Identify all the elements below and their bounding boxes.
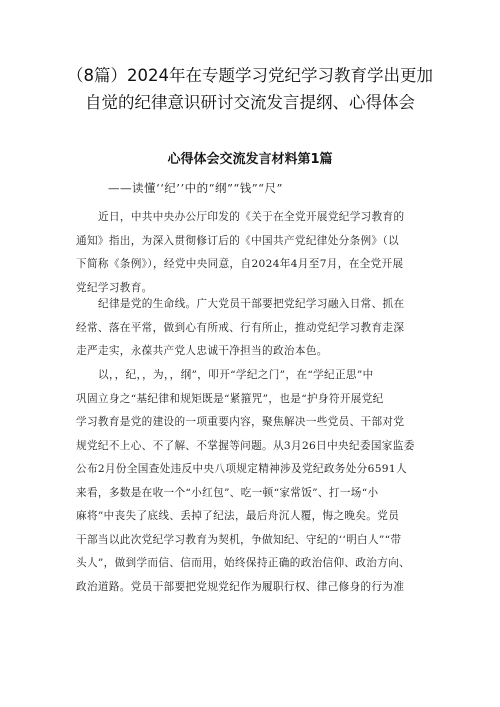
document-title-line-1: （8篇）2024年在专题学习党纪学习教育学出更加 bbox=[67, 66, 433, 85]
document-title-line-2: 自觉的纪律意识研讨交流发言提纲、心得体会 bbox=[85, 93, 415, 112]
paragraph-line: 纪律是党的生命线。广大党员干部要把党纪学习融入日常、抓在 bbox=[98, 298, 405, 310]
paragraph-3 bbox=[76, 364, 436, 599]
paragraph-line: 麻将”中丧失了底线、丢掉了纪法，最后舟沉人覆，悔之晚矣。党员 bbox=[76, 510, 400, 522]
paragraph-line: 公布2月份全国查处违反中央八项规定精神涉及党纪政务处分6591人 bbox=[76, 463, 407, 475]
paragraph-line: 学习教育是党的建设的一项重要内容，聚焦解决一些党员、干部对党 bbox=[76, 416, 405, 428]
paragraph-line: 经常、落在平常，做到心有所戒、行有所止，推动党纪学习教育走深 bbox=[76, 321, 405, 334]
paragraph-line: 政治道路。党员干部要把党规党纪作为履职行权、律己修身的行为准 bbox=[76, 580, 405, 593]
paragraph-line: 头人”，做到学而信、信而用，始终保持正确的政治信仰、政治方向、 bbox=[76, 557, 411, 569]
paragraph-1 bbox=[76, 206, 436, 300]
paragraph-line: 巩固立身之“基纪律和规矩既是“紧箍咒”，也是“护身符开展党纪 bbox=[76, 392, 384, 405]
paragraph-line: 来看，多数是在收一个“小红包”、吃一顿“家常饭”、打一场“小 bbox=[76, 486, 379, 499]
subtitle: ——读懂‘‘纪’’中的“纲”“钱”“尺” bbox=[108, 181, 283, 195]
paragraph-line: 下简称《条例》），经党中央同意，自2024年4月至7月，在全党开展 bbox=[76, 258, 404, 270]
paragraph-line: 规党纪不上心、不了解、不掌握等问题。从3月26日中央纪委国家监委 bbox=[76, 439, 415, 452]
paragraph-line: 近日，中共中央办公厅印发的《关于在全党开展党纪学习教育的 bbox=[98, 211, 405, 223]
paragraph-line: 党纪学习教育。 bbox=[76, 281, 153, 294]
paragraph-2 bbox=[76, 293, 436, 364]
paragraph-line: 通知》指出，为深入贯彻修订后的《中国共产党纪律处分条例》（以 bbox=[76, 234, 400, 247]
paragraph-line: 以，，纪，，为，，纲”，叩开“学纪之门”，在“学纪正思”中 bbox=[98, 369, 374, 381]
paragraph-line: 干部当以此次党纪学习教育为契机，争做知纪、守纪的‘‘明白人”“带 bbox=[76, 533, 402, 546]
paragraph-line: 走严走实，永葆共产党人忠诚干净担当的政治本色。 bbox=[76, 345, 328, 357]
section-heading: 心得体会交流发言材料第1篇 bbox=[167, 152, 333, 167]
